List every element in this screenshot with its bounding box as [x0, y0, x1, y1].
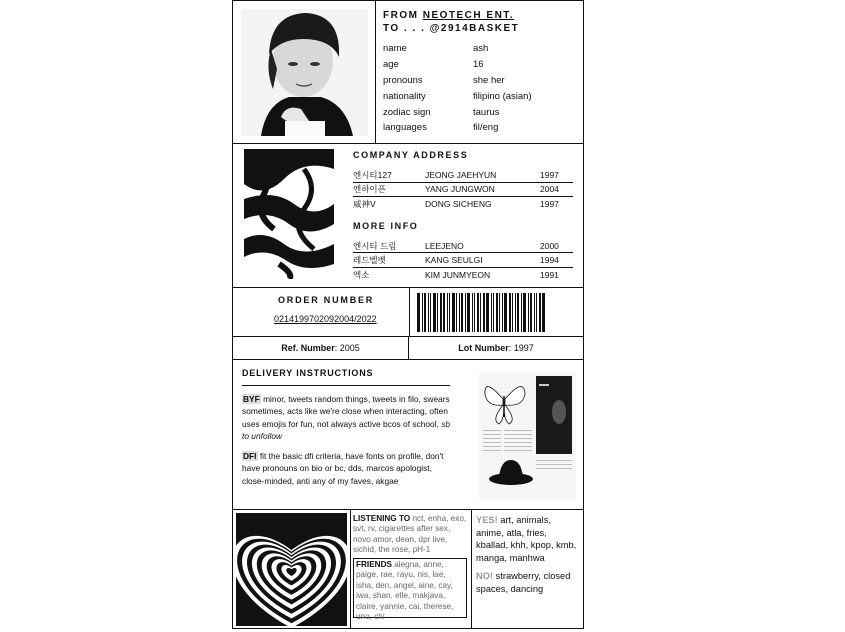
friends-label: FRIENDS — [356, 560, 392, 569]
dfi-text: fit the basic dfi criteria, have fonts on profile, don't have pronouns on bio or bc, dds, marcos apologist, close-minded, anti any of my faves, akgae — [242, 451, 444, 486]
table-row — [353, 268, 573, 282]
info-value: 16 — [473, 59, 484, 71]
delivery-title: DELIVERY INSTRUCTIONS — [242, 368, 374, 378]
barcode — [417, 293, 565, 332]
lot-label: Lot Number — [458, 343, 509, 353]
info-row — [383, 41, 578, 57]
year-cell: 1994 — [540, 255, 559, 266]
ref-label: Ref. Number — [281, 343, 335, 353]
group-cell: 엑소 — [353, 269, 370, 280]
order-number-value[interactable]: 0214199702092004/2022 — [274, 314, 377, 324]
table-row — [353, 168, 573, 183]
year-cell: 1997 — [540, 198, 559, 209]
name-cell: KIM JUNMYEON — [425, 269, 491, 280]
yes-list — [476, 514, 581, 564]
info-value: fil/eng — [473, 122, 499, 134]
yes-text: art, animals, anime, atla, fries, kballad, khh, kpop, kmb, manga, manhwa — [476, 515, 577, 563]
info-row — [383, 104, 578, 120]
group-cell: 威神V — [353, 198, 376, 209]
info-key: pronouns — [383, 74, 423, 86]
info-key: name — [383, 43, 407, 55]
info-row — [383, 120, 578, 136]
group-cell: 엔하이픈 — [353, 184, 386, 195]
year-cell: 2004 — [540, 184, 559, 195]
magazine-collage — [479, 372, 576, 500]
byf-tag: BYF — [243, 394, 260, 404]
friends-text: alegna, anne, paige, rae, rayu, nis, lae, isha, den, angel, aine, cay, iwa, shan, elle, makjava, claire, yannie, cai, therese, uno, chi — [356, 560, 454, 622]
name-cell: DONG SICHENG — [425, 198, 492, 209]
likes-section — [233, 510, 583, 629]
no-list — [476, 570, 581, 595]
info-row — [383, 73, 578, 89]
friends-box — [353, 558, 467, 622]
name-cell: YANG JUNGWON — [425, 184, 495, 195]
yes-no-block — [476, 514, 581, 596]
info-value: taurus — [473, 106, 500, 118]
ref-value: : 2005 — [334, 343, 360, 353]
table-row — [353, 239, 573, 254]
delivery-section — [233, 360, 583, 510]
listening-label: LISTENING TO — [353, 514, 411, 523]
more-info-table — [353, 239, 573, 282]
info-value: filipino (asian) — [473, 90, 532, 102]
profile-info — [383, 41, 578, 136]
lot-number — [409, 337, 583, 359]
order-number-title: ORDER NUMBER — [278, 295, 375, 305]
byf-paragraph — [242, 393, 452, 442]
to-label: TO . . . — [383, 23, 426, 34]
ref-number — [233, 337, 409, 359]
group-cell: 레드벨벳 — [353, 255, 386, 266]
info-key: zodiac sign — [383, 106, 431, 118]
name-cell: LEEJENO — [425, 240, 464, 251]
company-address-table — [353, 168, 573, 211]
profile-card — [232, 0, 584, 629]
year-cell: 2000 — [540, 240, 559, 251]
listening-text: nct, enha, exo, svt, rv, cigarettes after sex, novo amor, dean, dpr live, sichid, the rose, pH-1 — [353, 514, 467, 555]
from-to-block — [383, 9, 519, 35]
to-value[interactable]: @2914BASKET — [429, 23, 520, 34]
year-cell: 1997 — [540, 169, 559, 180]
no-text: strawberry, closed spaces, dancing — [476, 571, 571, 594]
more-info-title: MORE INFO — [353, 220, 419, 231]
marble-image — [244, 149, 334, 279]
no-label: NO! — [476, 571, 494, 582]
address-section — [233, 144, 583, 288]
order-section — [233, 288, 583, 337]
ref-lot-section — [233, 337, 583, 360]
company-address-title: COMPANY ADDRESS — [353, 150, 469, 160]
listening-to — [353, 514, 468, 556]
lot-value: : 1997 — [508, 343, 534, 353]
byf-text: minor, tweets random things, tweets in filo, swears sometimes, acts like we're close when interacting, often uses emojis for fun, not always active bcos of school, — [242, 394, 450, 429]
info-row — [383, 88, 578, 104]
company-address-block — [353, 150, 573, 282]
info-key: languages — [383, 122, 427, 134]
table-row — [353, 253, 573, 268]
yes-label: YES! — [476, 515, 498, 525]
group-cell: 엔시티 드림 — [353, 240, 397, 251]
info-key: age — [383, 59, 399, 71]
profile-photo — [241, 9, 368, 136]
header-section — [233, 1, 583, 144]
byf-italic: sb to unfollow — [242, 418, 451, 441]
heart-image — [236, 513, 347, 626]
info-key: nationality — [383, 90, 426, 102]
info-row — [383, 57, 578, 73]
table-row — [353, 183, 573, 198]
name-cell: JEONG JAEHYUN — [425, 169, 497, 180]
dfi-tag: DFI — [243, 451, 257, 461]
from-label: FROM — [383, 10, 419, 21]
dfi-paragraph — [242, 450, 452, 487]
from-value[interactable]: NEOTECH ENT. — [422, 10, 515, 21]
year-cell: 1991 — [540, 269, 559, 280]
info-value: ash — [473, 43, 489, 55]
info-value: she her — [473, 74, 505, 86]
name-cell: KANG SEULGI — [425, 255, 483, 266]
table-row — [353, 197, 573, 211]
group-cell: 엔시티127 — [353, 169, 392, 180]
